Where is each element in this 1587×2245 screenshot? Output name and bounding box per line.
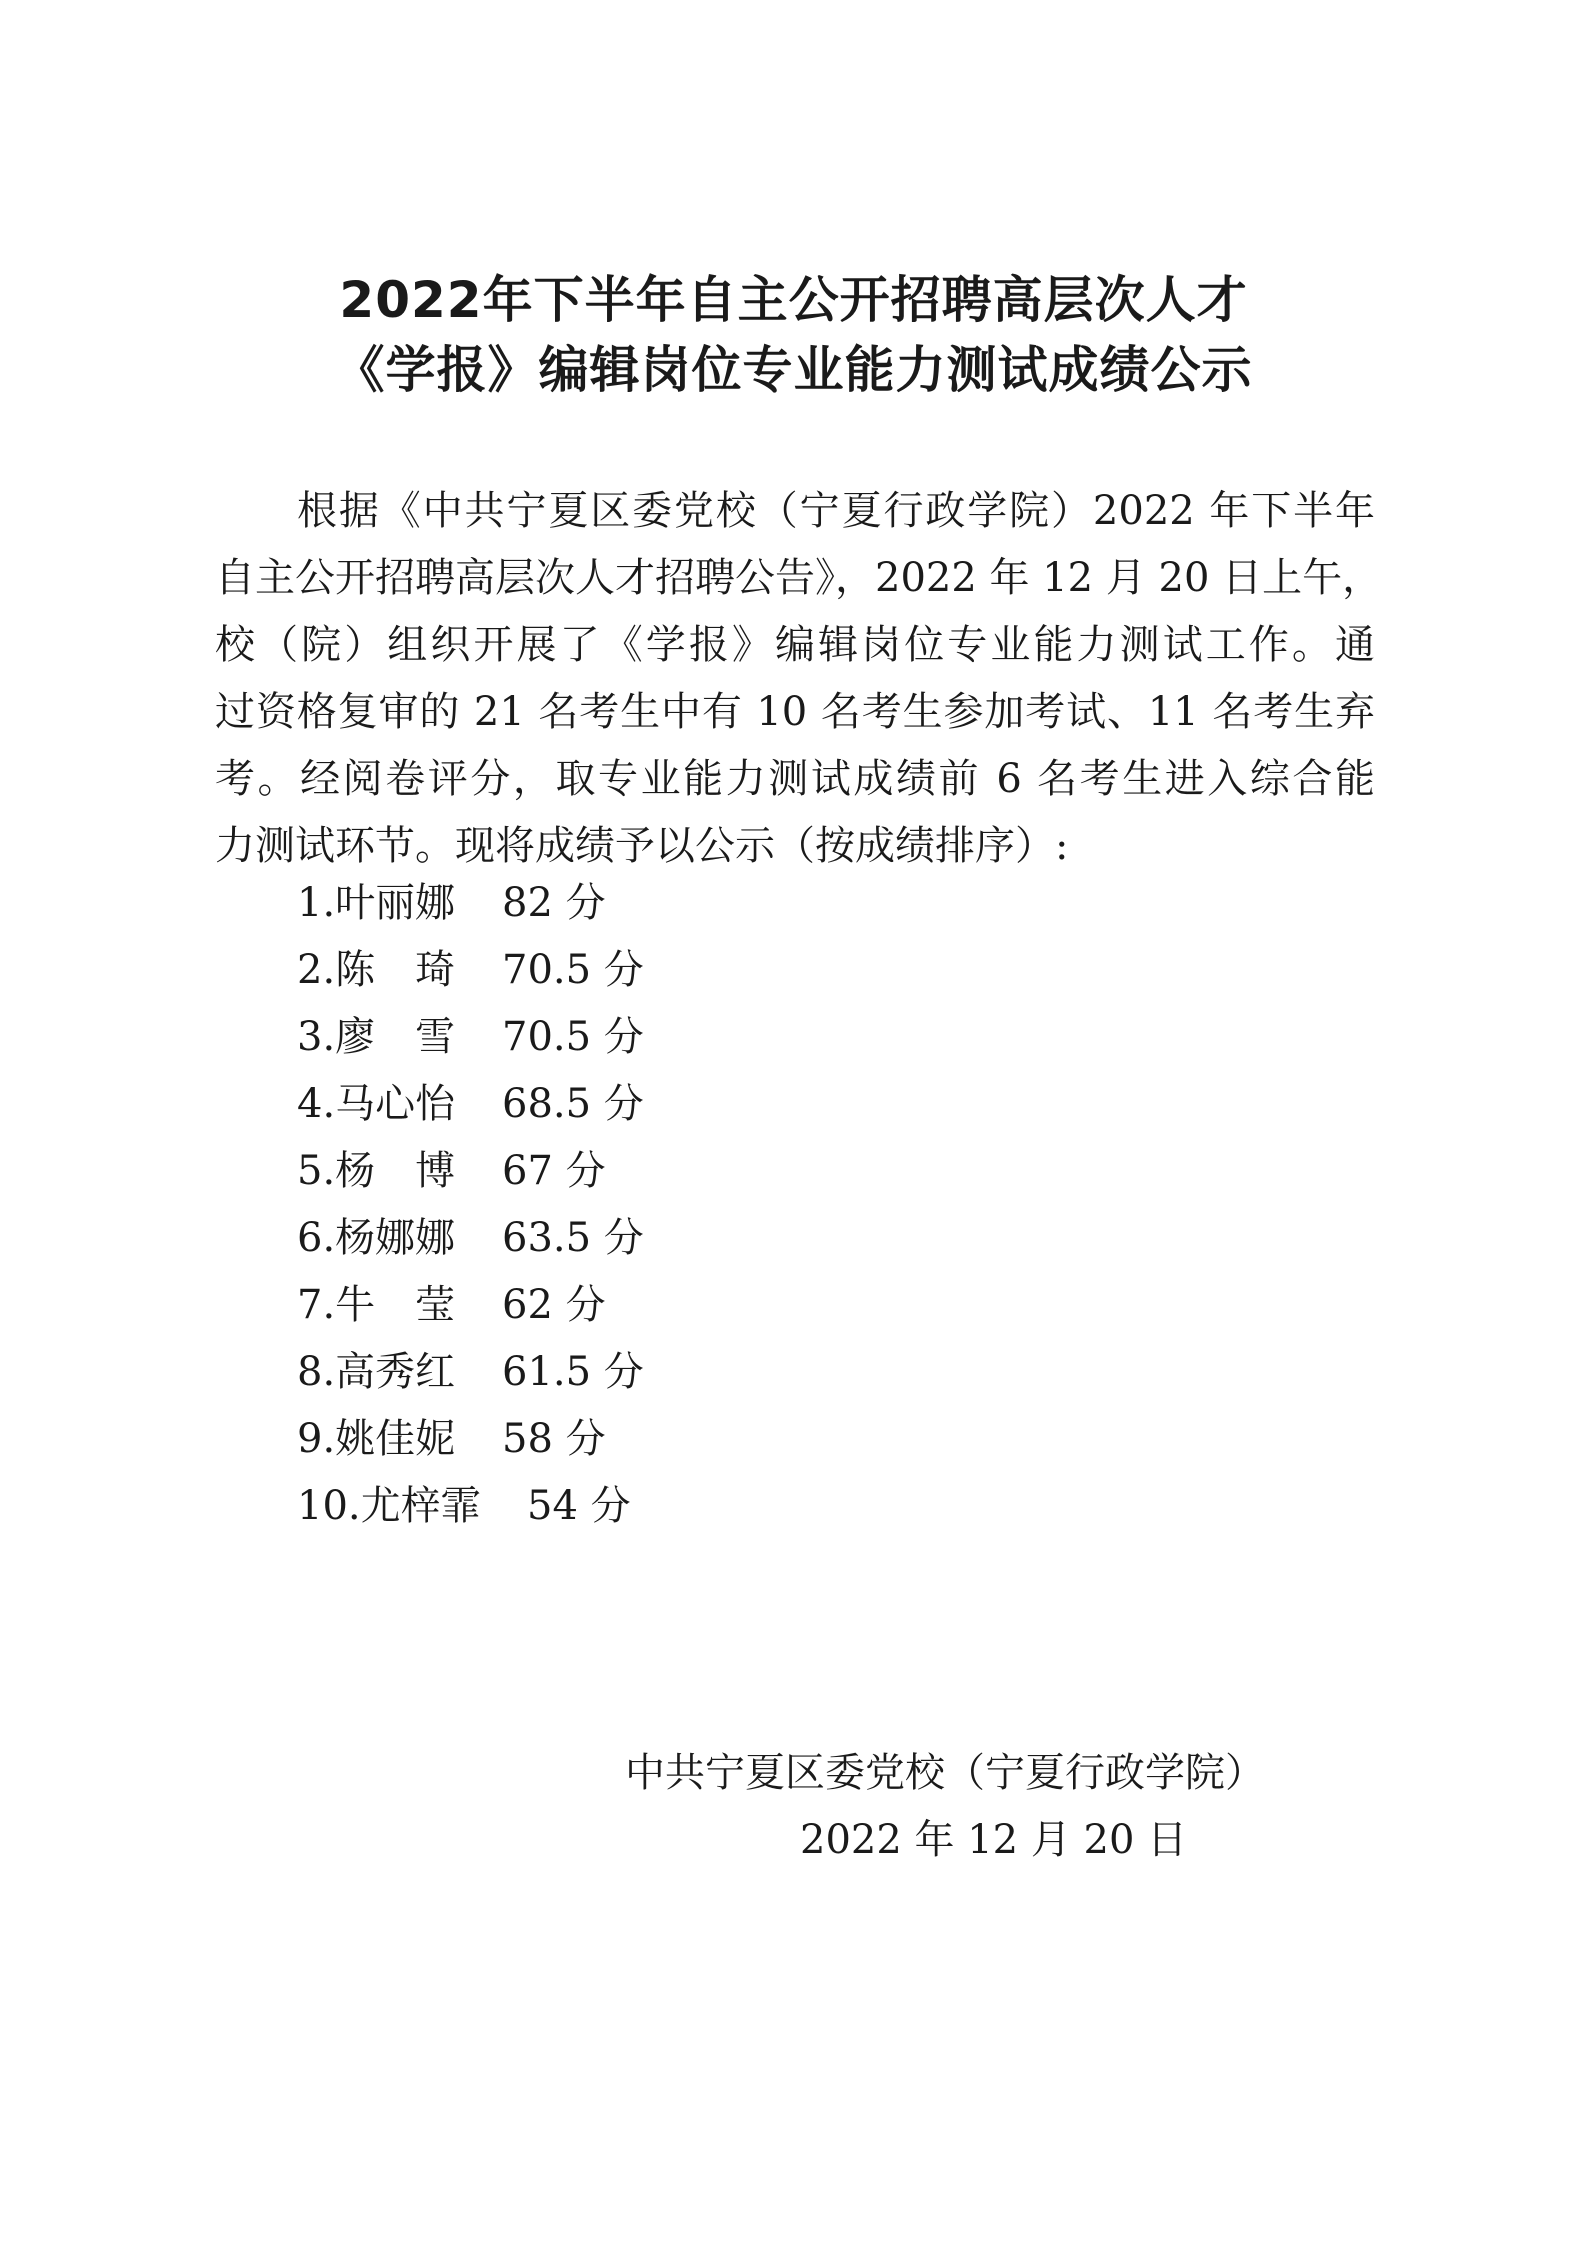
- score-row: [297, 1339, 897, 1406]
- body-line: 校（院）组织开展了《学报》编辑岗位专业能力测试工作。通: [215, 622, 1375, 668]
- candidate-score: 62 分: [502, 1282, 606, 1328]
- candidate-name: 9.姚佳妮: [297, 1416, 456, 1462]
- score-row: [297, 1406, 897, 1473]
- body-line: 根据《中共宁夏区委党校（宁夏行政学院）2022 年下半年: [297, 488, 1375, 534]
- candidate-score: 70.5 分: [502, 947, 644, 993]
- issue-date: 2022 年 12 月 20 日: [800, 1817, 1188, 1863]
- candidate-score: 67 分: [502, 1148, 606, 1194]
- document-title-line-1: 2022年下半年自主公开招聘高层次人才: [339, 271, 1248, 329]
- body-line: 自主公开招聘高层次人才招聘公告》，2022 年 12 月 20 日上午，: [215, 555, 1383, 601]
- candidate-score: 68.5 分: [502, 1081, 644, 1127]
- candidate-name: 6.杨娜娜: [297, 1215, 456, 1261]
- candidate-score: 70.5 分: [502, 1014, 644, 1060]
- score-row: [297, 1205, 897, 1272]
- candidate-name: 4.马心怡: [297, 1081, 456, 1127]
- candidate-name: 2.陈 琦: [297, 947, 456, 993]
- candidate-name: 5.杨 博: [297, 1148, 456, 1194]
- score-row: [297, 1004, 897, 1071]
- body-paragraph: [215, 478, 1383, 880]
- candidate-score: 61.5 分: [502, 1349, 644, 1395]
- candidate-score: 54 分: [527, 1483, 631, 1529]
- body-line: 考。经阅卷评分，取专业能力测试成绩前 6 名考生进入综合能: [215, 756, 1375, 802]
- score-row: [297, 870, 897, 937]
- candidate-name: 10.尤梓霏: [297, 1483, 481, 1529]
- candidate-score: 82 分: [502, 880, 606, 926]
- candidate-score: 63.5 分: [502, 1215, 644, 1261]
- candidate-name: 7.牛 莹: [297, 1282, 456, 1328]
- body-line: 过资格复审的 21 名考生中有 10 名考生参加考试、11 名考生弃: [215, 689, 1375, 735]
- score-list: [297, 870, 897, 1540]
- score-row: [297, 937, 897, 1004]
- document-title-line-2: 《学报》编辑岗位专业能力测试成绩公示: [334, 341, 1253, 399]
- issuing-organization: 中共宁夏区委党校（宁夏行政学院）: [625, 1750, 1265, 1796]
- score-row: [297, 1138, 897, 1205]
- candidate-name: 8.高秀红: [297, 1349, 456, 1395]
- score-row: [297, 1071, 897, 1138]
- score-row: [297, 1473, 897, 1540]
- body-line: 力测试环节。现将成绩予以公示（按成绩排序）:: [215, 823, 1069, 869]
- candidate-name: 1.叶丽娜: [297, 880, 456, 926]
- candidate-name: 3.廖 雪: [297, 1014, 456, 1060]
- score-row: [297, 1272, 897, 1339]
- candidate-score: 58 分: [502, 1416, 606, 1462]
